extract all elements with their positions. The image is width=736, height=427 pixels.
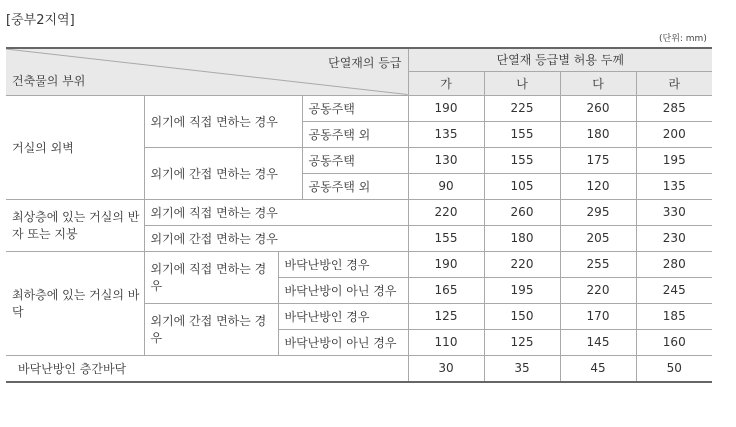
- value-cell: 285: [636, 95, 712, 121]
- grade-header-ra: 라: [636, 71, 712, 95]
- heating-type-cell: 바닥난방인 경우: [278, 251, 408, 277]
- insulation-grade-header: 단열재의 등급: [328, 56, 402, 70]
- part-cell: 거실의 외벽: [6, 95, 144, 199]
- value-cell: 230: [636, 225, 712, 251]
- value-cell: 135: [636, 173, 712, 199]
- value-cell: 160: [636, 329, 712, 355]
- value-cell: 220: [560, 277, 636, 303]
- value-cell: 190: [408, 251, 484, 277]
- page-title: [중부2지역]: [6, 13, 75, 28]
- building-type-cell: 공동주택: [302, 147, 408, 173]
- value-cell: 165: [408, 277, 484, 303]
- heating-type-cell: 바닥난방인 경우: [278, 303, 408, 329]
- value-cell: 330: [636, 199, 712, 225]
- value-cell: 145: [560, 329, 636, 355]
- value-cell: 180: [484, 225, 560, 251]
- value-cell: 30: [408, 355, 484, 382]
- value-cell: 195: [484, 277, 560, 303]
- allowed-thickness-header: 단열재 등급별 허용 두께: [408, 48, 712, 71]
- building-type-cell: 공동주택 외: [302, 121, 408, 147]
- value-cell: 130: [408, 147, 484, 173]
- insulation-thickness-table: [6, 47, 712, 383]
- value-cell: 135: [408, 121, 484, 147]
- grade-header-da: 다: [560, 71, 636, 95]
- building-type-cell: 공동주택: [302, 95, 408, 121]
- value-cell: 120: [560, 173, 636, 199]
- value-cell: 280: [636, 251, 712, 277]
- value-cell: 125: [408, 303, 484, 329]
- value-cell: 50: [636, 355, 712, 382]
- value-cell: 155: [484, 147, 560, 173]
- part-cell: 바닥난방인 층간바닥: [6, 355, 408, 382]
- diagonal-header-cell: [6, 48, 408, 95]
- value-cell: 195: [636, 147, 712, 173]
- heating-type-cell: 바닥난방이 아닌 경우: [278, 277, 408, 303]
- value-cell: 220: [484, 251, 560, 277]
- value-cell: 225: [484, 95, 560, 121]
- value-cell: 260: [484, 199, 560, 225]
- value-cell: 175: [560, 147, 636, 173]
- value-cell: 180: [560, 121, 636, 147]
- condition-cell: 외기에 간접 면하는 경우: [144, 147, 302, 199]
- value-cell: 205: [560, 225, 636, 251]
- value-cell: 295: [560, 199, 636, 225]
- building-part-header: 건축물의 부위: [12, 73, 86, 88]
- value-cell: 200: [636, 121, 712, 147]
- value-cell: 155: [408, 225, 484, 251]
- part-cell: 최상층에 있는 거실의 반자 또는 지붕: [6, 199, 144, 251]
- value-cell: 220: [408, 199, 484, 225]
- value-cell: 170: [560, 303, 636, 329]
- part-cell: 최하층에 있는 거실의 바닥: [6, 251, 144, 355]
- condition-cell: 외기에 간접 면하는 경우: [144, 303, 278, 355]
- grade-header-ga: 가: [408, 71, 484, 95]
- value-cell: 45: [560, 355, 636, 382]
- value-cell: 255: [560, 251, 636, 277]
- value-cell: 155: [484, 121, 560, 147]
- value-cell: 35: [484, 355, 560, 382]
- condition-cell: 외기에 직접 면하는 경우: [144, 251, 278, 303]
- condition-cell: 외기에 직접 면하는 경우: [144, 95, 302, 147]
- condition-cell: 외기에 직접 면하는 경우: [144, 199, 408, 225]
- value-cell: 185: [636, 303, 712, 329]
- value-cell: 260: [560, 95, 636, 121]
- value-cell: 245: [636, 277, 712, 303]
- unit-label: (단위: mm): [659, 34, 707, 44]
- value-cell: 110: [408, 329, 484, 355]
- grade-header-na: 나: [484, 71, 560, 95]
- condition-cell: 외기에 간접 면하는 경우: [144, 225, 408, 251]
- value-cell: 125: [484, 329, 560, 355]
- building-type-cell: 공동주택 외: [302, 173, 408, 199]
- value-cell: 105: [484, 173, 560, 199]
- heating-type-cell: 바닥난방이 아닌 경우: [278, 329, 408, 355]
- value-cell: 190: [408, 95, 484, 121]
- value-cell: 150: [484, 303, 560, 329]
- value-cell: 90: [408, 173, 484, 199]
